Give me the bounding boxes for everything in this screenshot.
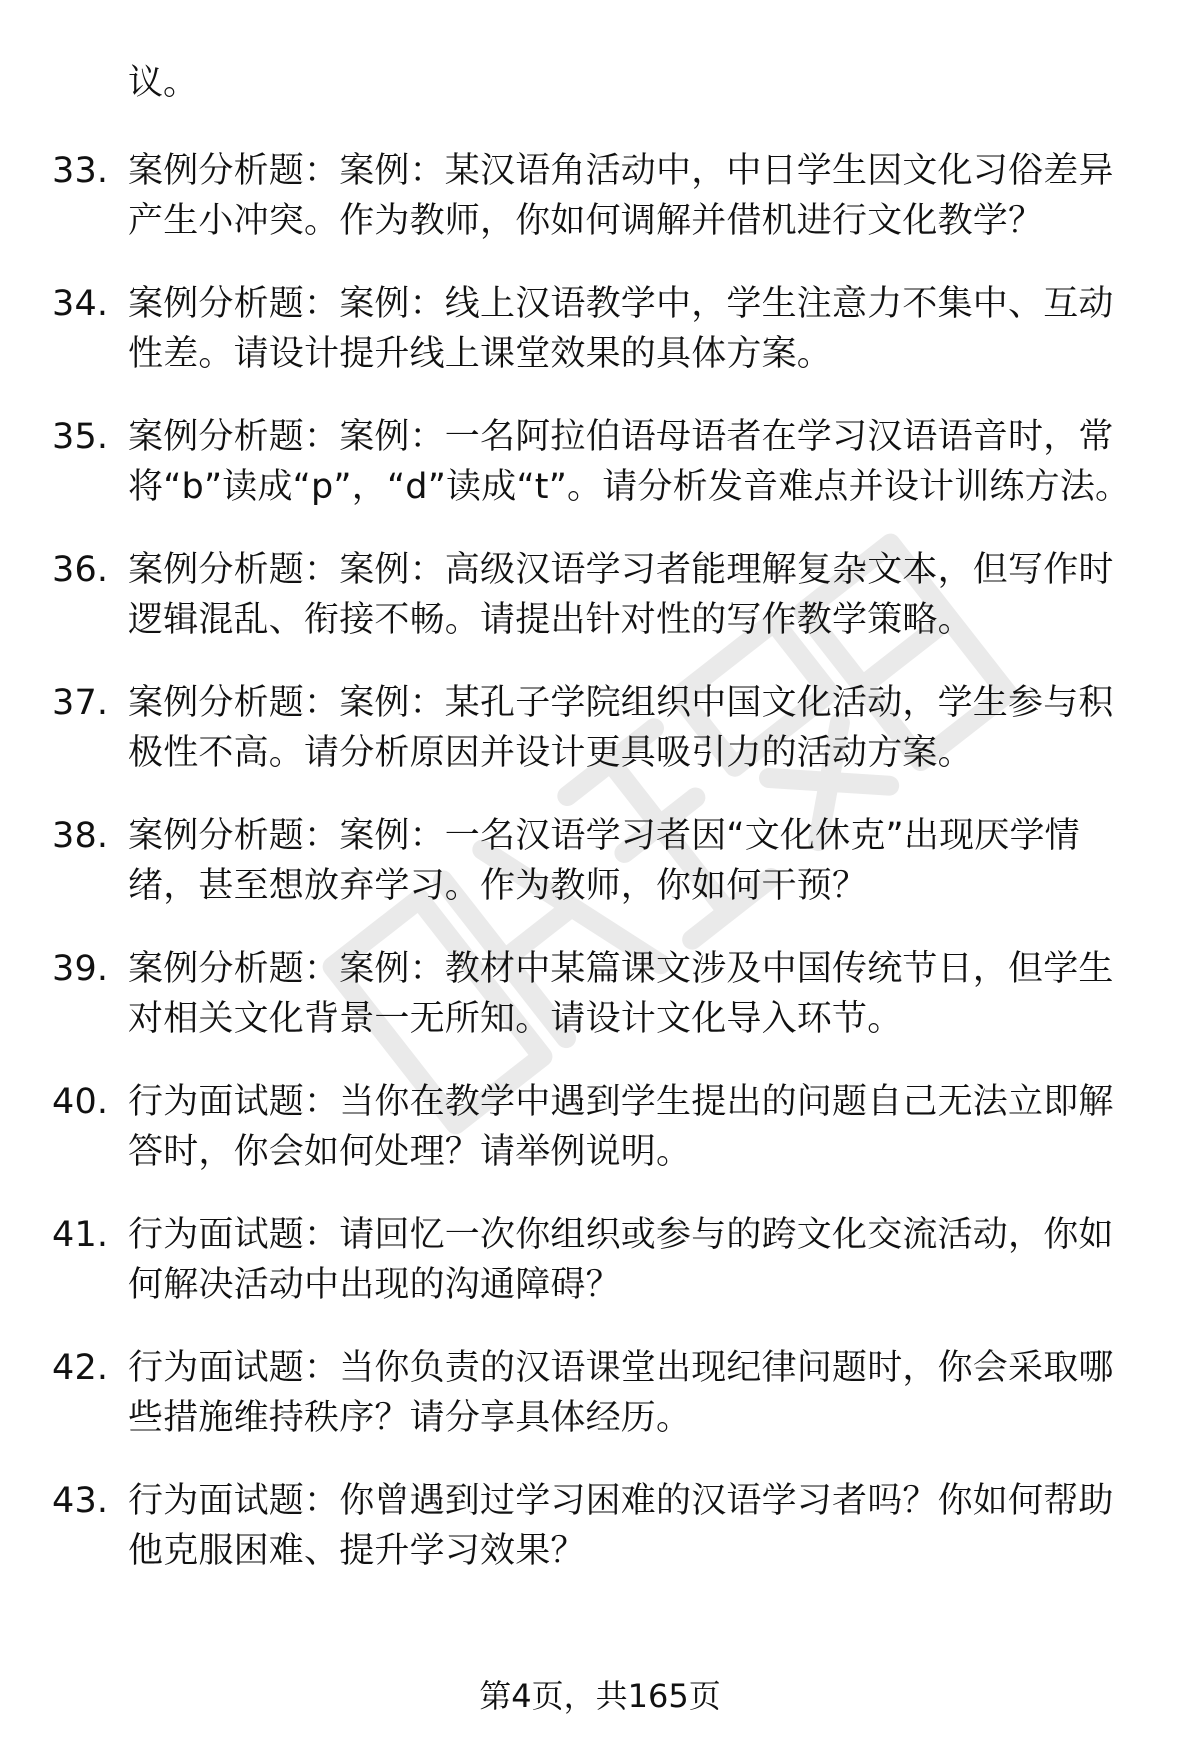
list-item [0,944,1200,1044]
question-number: 34. [52,284,109,324]
list-item [0,412,1200,512]
question-list [0,146,1200,1609]
question-number: 36. [52,550,109,590]
question-number: 43. [52,1481,109,1521]
question-text: 行为面试题：当你在教学中遇到学生提出的问题自己无法立即解答时，你会如何处理？请举例说明。 [128,1082,1114,1172]
list-item [0,1476,1200,1576]
list-item [0,146,1200,246]
question-text: 案例分析题：案例：线上汉语教学中，学生注意力不集中、互动性差。请设计提升线上课堂效果的具体方案。 [128,284,1114,374]
question-text: 案例分析题：案例：高级汉语学习者能理解复杂文本，但写作时逻辑混乱、衔接不畅。请提出针对性的写作教学策略。 [128,550,1114,640]
question-number: 37. [52,683,109,723]
question-text: 行为面试题：当你负责的汉语课堂出现纪律问题时，你会采取哪些措施维持秩序？请分享具体经历。 [128,1348,1114,1438]
list-item [0,1077,1200,1177]
question-text: 案例分析题：案例：教材中某篇课文涉及中国传统节日，但学生对相关文化背景一无所知。请设计文化导入环节。 [128,949,1114,1039]
question-number: 33. [52,151,109,191]
list-item [0,1210,1200,1310]
list-item [0,678,1200,778]
question-number: 39. [52,949,109,989]
question-number: 35. [52,417,109,457]
continuation-text: 议。 [128,63,199,103]
question-text: 案例分析题：案例：某汉语角活动中，中日学生因文化习俗差异产生小冲突。作为教师，你如何调解并借机进行文化教学？ [128,151,1114,241]
page-footer: 第4页，共165页 [479,1677,721,1715]
question-number: 40. [52,1082,109,1122]
question-number: 38. [52,816,109,856]
question-text: 行为面试题：请回忆一次你组织或参与的跨文化交流活动，你如何解决活动中出现的沟通障碍？ [128,1215,1114,1305]
list-item [0,811,1200,911]
question-text: 行为面试题：你曾遇到过学习困难的汉语学习者吗？你如何帮助他克服困难、提升学习效果？ [128,1481,1114,1571]
list-item [0,1343,1200,1443]
question-text: 案例分析题：案例：一名汉语学习者因“文化休克”出现厌学情绪，甚至想放弃学习。作为教师，你如何干预？ [128,816,1080,906]
question-number: 41. [52,1215,109,1255]
question-text: 案例分析题：案例：某孔子学院组织中国文化活动，学生参与积极性不高。请分析原因并设计更具吸引力的活动方案。 [128,683,1114,773]
question-text: 案例分析题：案例：一名阿拉伯语母语者在学习汉语语音时，常将“b”读成“p”，“d”读成“t”。请分析发音难点并设计训练方法。 [128,417,1131,507]
question-number: 42. [52,1348,109,1388]
list-item [0,545,1200,645]
list-item [0,279,1200,379]
